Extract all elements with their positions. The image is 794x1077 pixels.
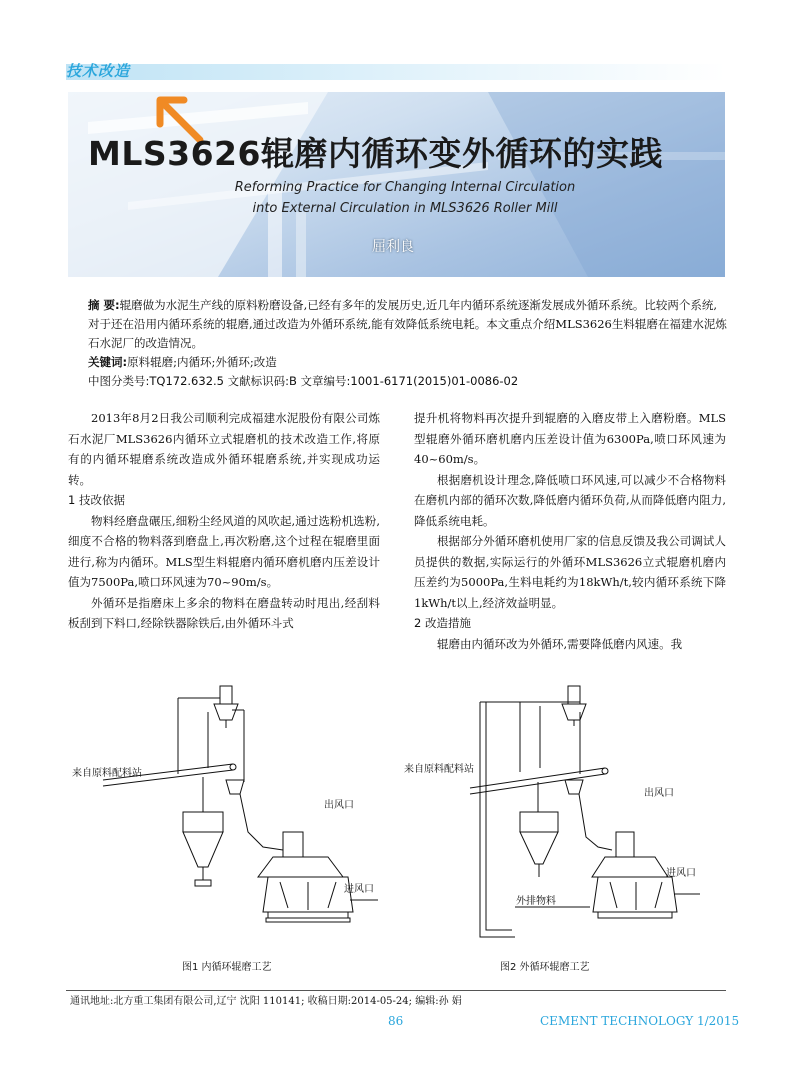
figure-label-outlet: 出风口 — [644, 788, 674, 799]
figure-label-inlet: 进风口 — [344, 884, 374, 895]
paragraph: 根据磨机设计理念,降低喷口环风速,可以减少不合格物料在磨机内部的循环次数,降低磨内循环负荷,从而降低磨内阻力,降低系统电耗。 — [414, 472, 726, 528]
footnote: 通讯地址:北方重工集团有限公司,辽宁 沈阳 110141; 收稿日期:2014-05-24; 编辑:孙 娟 — [70, 996, 462, 1007]
subtitle-line: Reforming Practice for Changing Internal Circulation — [234, 180, 576, 195]
journal-name: CEMENT TECHNOLOGY 1/2015 — [540, 1014, 740, 1028]
paragraph: 根据部分外循环磨机使用厂家的信息反馈及我公司调试人员提供的数据,实际运行的外循环MLS3626立式辊磨机磨内压差约为5000Pa,生料电耗约为18kWh/t,较内循环系统下降1kWh/t以上,经济效益明显。 — [414, 534, 726, 610]
author: 屈利良 — [372, 239, 414, 255]
page-number: 86 — [388, 1014, 404, 1028]
keywords-label: 关键词: — [88, 355, 128, 369]
abstract-block — [88, 296, 728, 391]
paragraph: 外循环是指磨床上多余的物料在磨盘转动时甩出,经刮料板刮到下料口,经除铁器除铁后,由外循环斗式 — [68, 595, 380, 630]
figure1-caption: 图1 内循环辊磨工艺 — [182, 962, 272, 973]
figure-label-inlet: 进风口 — [666, 868, 696, 879]
section-tag: 技术改造 — [66, 62, 131, 80]
abstract — [88, 296, 728, 353]
keywords-text: 原料辊磨;内循环;外循环;改造 — [127, 355, 277, 369]
abstract-text: 辊磨做为水泥生产线的原料粉磨设备,已经有多年的发展历史,近几年内循环系统逐渐发展成外循环系统。比较两个系统,对于还在沿用内循环系统的辊磨,通过改造为外循环系统,能有效降低系统电耗。本文重点介绍MLS3626生料辊磨在福建水泥炼石水泥厂的改造情况。 — [88, 298, 727, 350]
figure-label-outlet: 出风口 — [324, 800, 354, 811]
footnote-rule — [66, 990, 726, 991]
paragraph: 物料经磨盘碾压,细粉尘经风道的风吹起,通过选粉机选粉,细度不合格的物料落到磨盘上,再次粉磨,这个过程在辊磨里面进行,称为内循环。MLS型生料辊磨内循环磨机磨内压差设计值为7500Pa,喷口环风速为70~90m/s。 — [68, 513, 380, 589]
paragraph: 2013年8月2日我公司顺利完成福建水泥股份有限公司炼石水泥厂MLS3626内循环立式辊磨机的技术改造工作,将原有的内循环辊磨系统改造成外循环辊磨系统,并实现成功运转。 — [68, 411, 380, 487]
subtitle-line: into External Circulation in MLS3626 Roller Mill — [252, 201, 558, 216]
section-heading: 2 改造措施 — [414, 616, 471, 630]
figure-label-source: 来自原料配料站 — [72, 768, 142, 779]
english-subtitle — [215, 177, 595, 219]
section-heading: 1 技改依据 — [68, 493, 125, 507]
figure2-caption: 图2 外循环辊磨工艺 — [500, 962, 590, 973]
classification-line: 中图分类号:TQ172.632.5 文献标识码:B 文章编号:1001-6171(2015)01-0086-02 — [88, 374, 519, 388]
keywords — [88, 353, 728, 372]
left-column — [68, 408, 380, 634]
paragraph: 辊磨由内循环改为外循环,需要降低磨内风速。我 — [437, 636, 683, 651]
section-header-bar — [66, 64, 726, 80]
abstract-label: 摘 要: — [88, 298, 120, 312]
right-column — [414, 408, 726, 654]
figure2-diagram — [400, 672, 730, 962]
figure-label-source: 来自原料配料站 — [404, 764, 474, 775]
figure1-diagram — [68, 672, 388, 962]
article-title: MLS3626辊磨内循环变外循环的实践 — [88, 134, 663, 173]
paragraph: 提升机将物料再次提升到辊磨的入磨皮带上入磨粉磨。MLS型辊磨外循环磨机磨内压差设计值为6300Pa,喷口环风速为40~60m/s。 — [414, 411, 726, 466]
figure-label-external: 外排物料 — [516, 896, 556, 907]
